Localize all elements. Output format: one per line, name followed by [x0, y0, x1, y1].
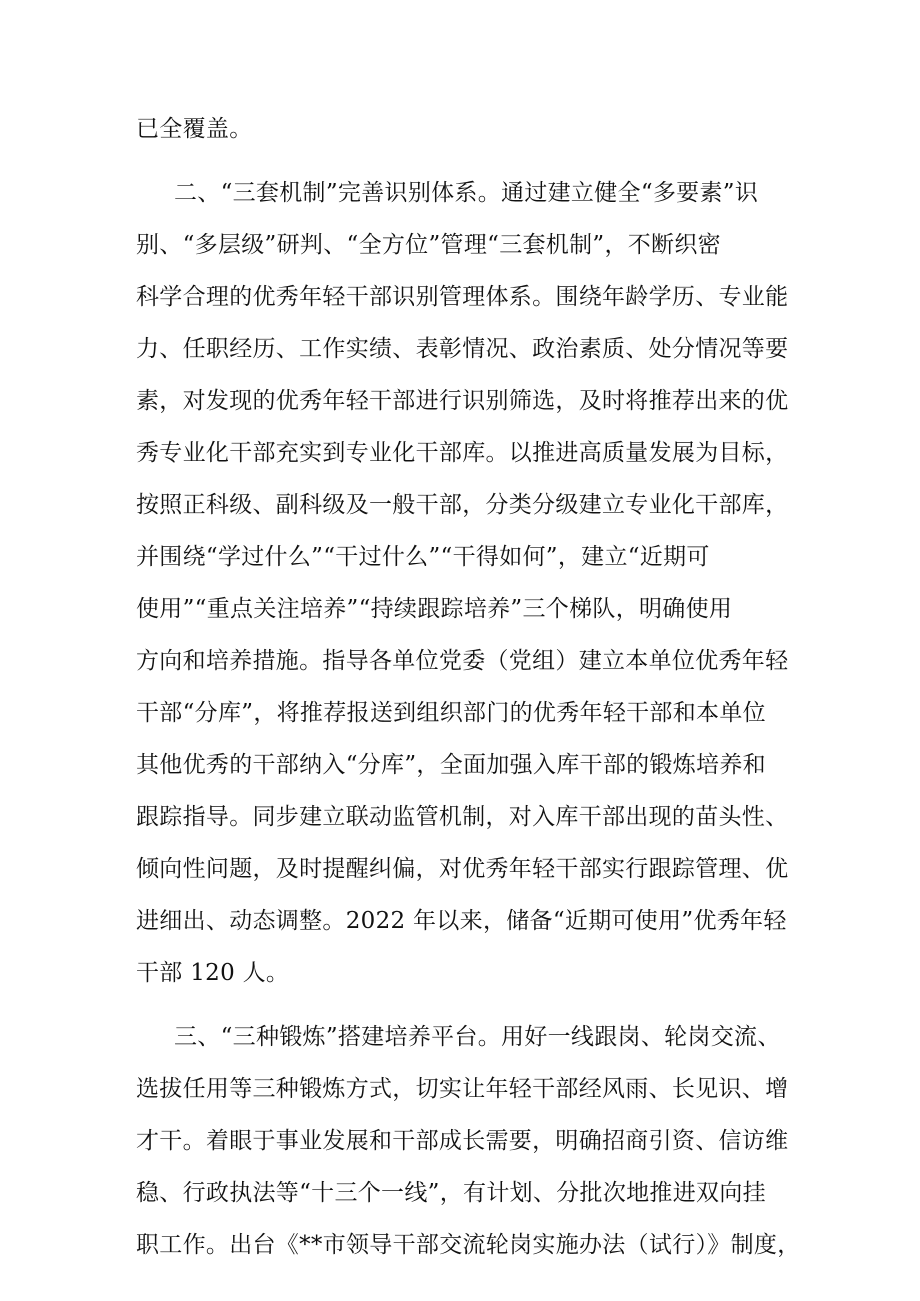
- text-line: 科学合理的优秀年轻干部识别管理体系。围绕年龄学历、专业能: [136, 284, 789, 310]
- paragraph-2-first-line: 二、“三套机制”完善识别体系。通过建立健全“多要素”识: [174, 180, 759, 206]
- text-line: 选拔任用等三种锻炼方式，切实让年轻干部经风雨、长见识、增: [136, 1076, 789, 1102]
- text-line: 已全覆盖。: [136, 116, 253, 142]
- paragraph-3-first-line: 三、“三种锻炼”搭建培养平台。用好一线跟岗、轮岗交流、: [174, 1024, 781, 1050]
- text-line: 秀专业化干部充实到专业化干部库。以推进高质量发展为目标，: [136, 440, 789, 466]
- text-line: 方向和培养措施。指导各单位党委（党组）建立本单位优秀年轻: [136, 648, 789, 674]
- text-line: 跟踪指导。同步建立联动监管机制，对入库干部出现的苗头性、: [136, 804, 789, 830]
- text-line: 职工作。出台《**市领导干部交流轮岗实施办法（试行）》制度，: [136, 1232, 801, 1258]
- text-line: 使用”“重点关注培养”“持续跟踪培养”三个梯队，明确使用: [136, 596, 733, 622]
- text-line: 进细出、动态调整。2022 年以来，储备“近期可使用”优秀年轻: [136, 908, 787, 934]
- text-line: 按照正科级、副科级及一般干部，分类分级建立专业化干部库，: [136, 492, 789, 518]
- text-line: 别、“多层级”研判、“全方位”管理“三套机制”，不断织密: [136, 232, 721, 258]
- text-line: 稳、行政执法等“十三个一线”，有计划、分批次地推进双向挂: [136, 1180, 766, 1206]
- text-line: 素，对发现的优秀年轻干部进行识别筛选，及时将推荐出来的优: [136, 388, 789, 414]
- text-line: 力、任职经历、工作实绩、表彰情况、政治素质、处分情况等要: [136, 336, 789, 362]
- text-line: 干部“分库”，将推荐报送到组织部门的优秀年轻干部和本单位: [136, 700, 766, 726]
- text-line: 倾向性问题，及时提醒纠偏，对优秀年轻干部实行跟踪管理、优: [136, 856, 789, 882]
- text-line: 干部 120 人。: [136, 960, 290, 986]
- text-line: 才干。着眼于事业发展和干部成长需要，明确招商引资、信访维: [136, 1128, 789, 1154]
- text-line: 其他优秀的干部纳入“分库”，全面加强入库干部的锻炼培养和: [136, 752, 766, 778]
- text-line: 并围绕“学过什么”“干过什么”“干得如何”，建立“近期可: [136, 544, 710, 570]
